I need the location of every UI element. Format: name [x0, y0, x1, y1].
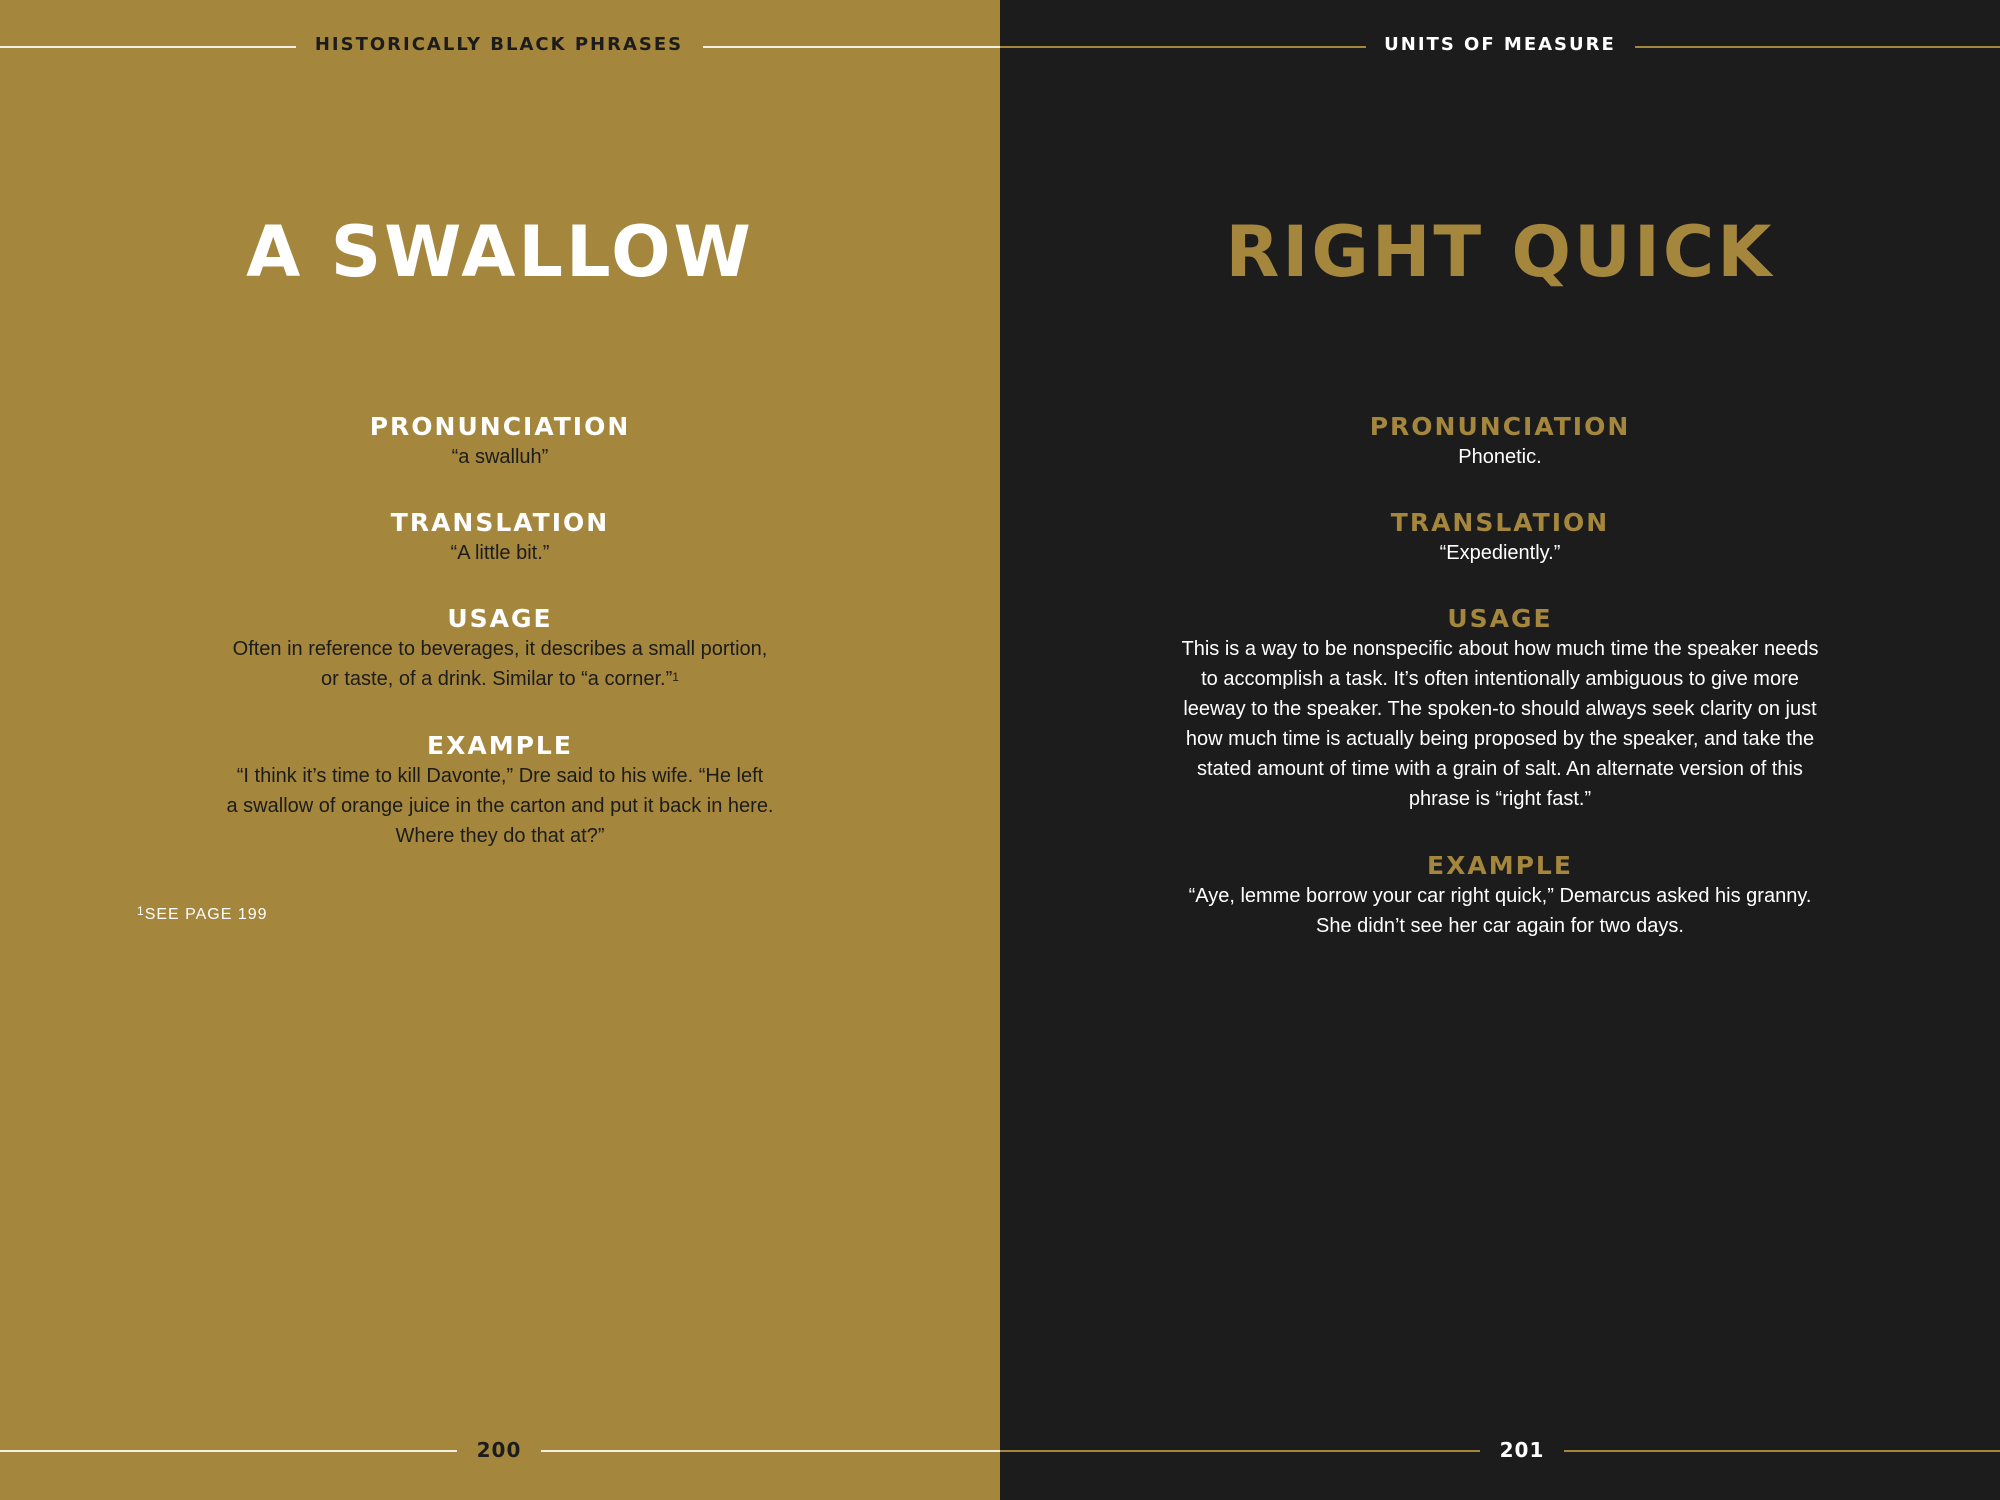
- running-head: UNITS OF MEASURE: [1384, 34, 1616, 55]
- page-number: 201: [1499, 1438, 1545, 1462]
- pronunciation-heading: PRONUNCIATION: [1369, 412, 1631, 441]
- usage-line: how much time is actually being proposed by the speaker, and take the: [1185, 728, 1815, 750]
- example-heading: EXAMPLE: [427, 731, 573, 760]
- example-line: “Aye, lemme borrow your car right quick,” Demarcus asked his granny.: [1188, 885, 1812, 907]
- pronunciation-text: Phonetic.: [1458, 446, 1542, 468]
- entry-title: RIGHT QUICK: [1225, 211, 1775, 293]
- example-section: [0, 731, 1000, 851]
- example-section: [1000, 851, 2000, 941]
- pronunciation-section: [0, 412, 1000, 472]
- page-number: 200: [476, 1438, 522, 1462]
- translation-text: “Expediently.”: [1439, 542, 1561, 564]
- footer-rule-right: [541, 1450, 1000, 1452]
- usage-line: leeway to the speaker. The spoken-to should always seek clarity on just: [1183, 698, 1817, 720]
- footnote-marker: 1: [672, 670, 679, 684]
- usage-heading: USAGE: [1447, 604, 1553, 633]
- pronunciation-section: [1000, 412, 2000, 472]
- example-line: a swallow of orange juice in the carton and put it back in here.: [226, 795, 774, 817]
- footnote-text: SEE PAGE 199: [144, 906, 268, 923]
- usage-line: stated amount of time with a grain of salt. An alternate version of this: [1197, 758, 1803, 780]
- right-page: [1000, 0, 2000, 1500]
- footnote-number: 1: [137, 904, 145, 918]
- footer-rule-left: [0, 1450, 457, 1452]
- translation-section: [0, 508, 1000, 568]
- usage-line: This is a way to be nonspecific about how much time the speaker needs: [1181, 638, 1819, 660]
- usage-line: Often in reference to beverages, it describes a small portion,: [232, 638, 768, 660]
- footer-rule-left: [1000, 1450, 1480, 1452]
- running-head: HISTORICALLY BLACK PHRASES: [314, 34, 684, 55]
- footnote: [137, 906, 268, 924]
- translation-section: [1000, 508, 2000, 568]
- example-heading: EXAMPLE: [1427, 851, 1573, 880]
- example-line: She didn’t see her car again for two days.: [1316, 915, 1684, 937]
- usage-line-with-footnote: [0, 664, 1000, 694]
- usage-section: [0, 604, 1000, 694]
- usage-line: or taste, of a drink. Similar to “a corner.”: [321, 668, 673, 690]
- usage-section: [1000, 604, 2000, 814]
- usage-line: phrase is “right fast.”: [1408, 788, 1592, 810]
- pronunciation-text: “a swalluh”: [451, 446, 549, 468]
- entry-title: A SWALLOW: [246, 211, 754, 293]
- pronunciation-heading: PRONUNCIATION: [369, 412, 631, 441]
- usage-heading: USAGE: [447, 604, 553, 633]
- translation-heading: TRANSLATION: [1390, 508, 1610, 537]
- usage-line: to accomplish a task. It’s often intentionally ambiguous to give more: [1201, 668, 1799, 690]
- translation-text: “A little bit.”: [450, 542, 550, 564]
- translation-heading: TRANSLATION: [390, 508, 610, 537]
- footer-rule-right: [1564, 1450, 2000, 1452]
- example-line: “I think it’s time to kill Davonte,” Dre said to his wife. “He left: [236, 765, 764, 787]
- example-line: Where they do that at?”: [395, 825, 605, 847]
